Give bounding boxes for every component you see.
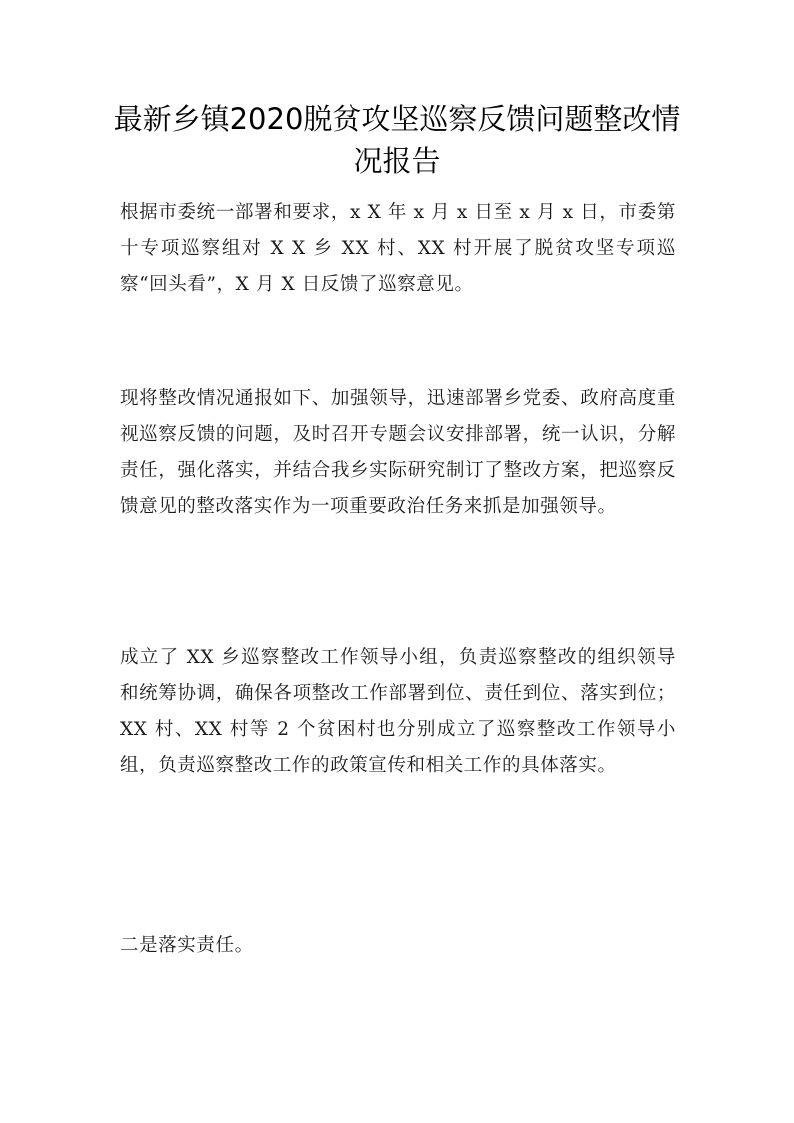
paragraph-3: 成立了 XX 乡巡察整改工作领导小组，负责巡察整改的组织领导和统筹协调，确保各项整改工作部署到位、责任到位、落实到位；XX 村、XX 村等 2 个贫困村也分别成立了巡察整改工作领导小组，负责巡察整改工作的政策宣传和相关工作的具体落实。: [120, 647, 676, 776]
paragraph-1: 根据市委统一部署和要求，x X 年 x 月 x 日至 x 月 x 日，市委第十专项巡察组对 X X 乡 XX 村、XX 村开展了脱贫攻坚专项巡察“回头看”，X 月 X 日反馈了巡察意见。: [120, 202, 676, 295]
paragraph-4: 二是落实责任。: [120, 935, 254, 956]
document-title: 最新乡镇2020脱贫攻坚巡察反馈问题整改情况报告: [113, 102, 681, 178]
paragraph-2: 现将整改情况通报如下、加强领导，迅速部署乡党委、政府高度重视巡察反馈的问题，及时召开专题会议安排部署，统一认识，分解责任，强化落实，并结合我乡实际研究制订了整改方案，把巡察反馈意见的整改落实作为一项重要政治任务来抓是加强领导。: [120, 388, 676, 517]
